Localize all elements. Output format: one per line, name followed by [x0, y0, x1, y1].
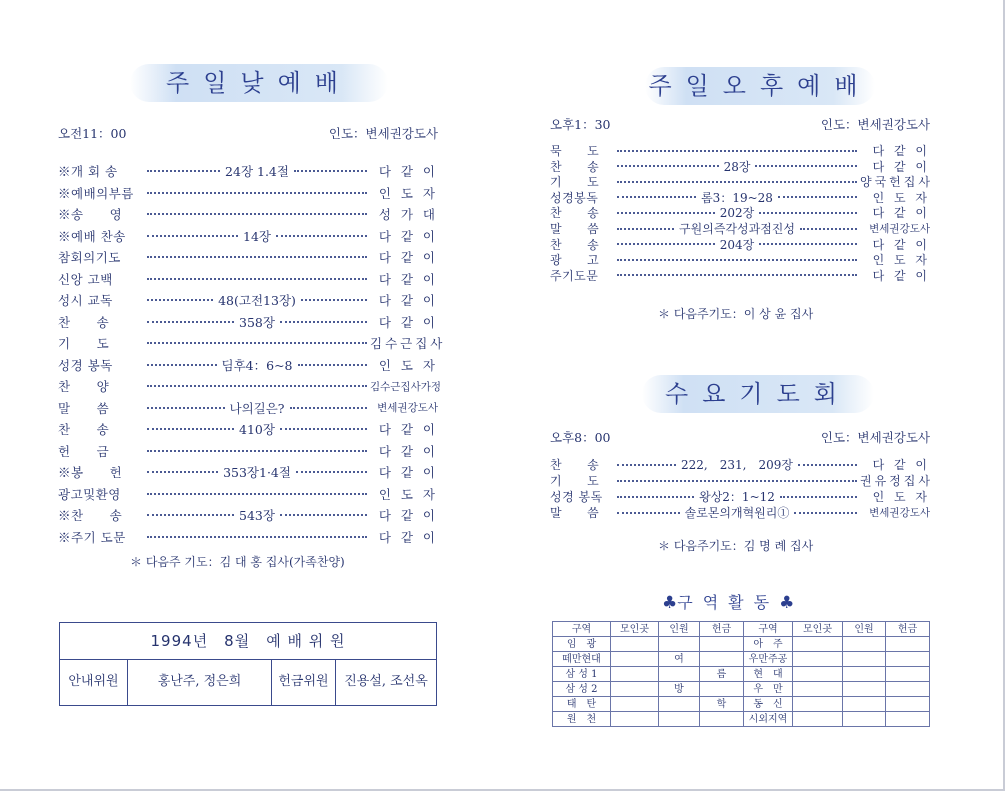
- dot-leader: [296, 471, 367, 473]
- table-cell: [700, 652, 744, 667]
- order-item-person: 다 같 이: [378, 271, 438, 287]
- order-item-person: 다 같 이: [378, 293, 438, 308]
- table-cell: [793, 682, 843, 697]
- order-row: [58, 441, 438, 461]
- order-leader-dots: [144, 463, 370, 481]
- order-item-person: 다 같 이: [378, 228, 438, 244]
- dot-leader: [617, 259, 857, 261]
- order-item-name: 묵 도: [550, 144, 600, 158]
- order-item-detail: 48(고전13장): [218, 293, 296, 308]
- order-item-name: 성경 봉독: [550, 490, 603, 504]
- order-item-detail: 구원의즉각성과점진성: [679, 222, 795, 236]
- table-cell: [886, 637, 930, 652]
- order-row: [550, 205, 930, 220]
- table-cell: 름: [700, 667, 744, 682]
- afternoon-leader: 인도：변세권강도사: [820, 117, 930, 132]
- dot-leader: [798, 464, 857, 466]
- dot-leader: [147, 256, 367, 258]
- table-row: [553, 637, 930, 652]
- offering-label: 헌금위원: [272, 659, 336, 705]
- order-leader-dots: [144, 227, 370, 245]
- dot-leader: [147, 364, 217, 366]
- table-cell: [659, 697, 700, 712]
- order-leader-dots: [144, 385, 370, 387]
- offering-names: 진용설, 조선옥: [344, 674, 428, 689]
- dot-leader: [617, 228, 674, 230]
- order-row: [58, 290, 438, 310]
- order-leader-dots: [144, 256, 370, 258]
- dot-leader: [755, 165, 857, 167]
- order-leader-dots: [144, 342, 370, 344]
- order-leader-dots: [614, 236, 860, 253]
- table-header-cell: 구역: [744, 622, 793, 637]
- dot-leader: [147, 407, 225, 409]
- dot-leader: [617, 496, 694, 498]
- order-item-name: 찬 송: [58, 422, 110, 437]
- table-cell: [611, 637, 659, 652]
- table-cell: [843, 697, 886, 712]
- dot-leader: [800, 228, 857, 230]
- afternoon-note: ＊ 다음주기도：이 상 윤 집사: [658, 307, 814, 321]
- order-row: [550, 505, 930, 520]
- table-cell: 시외지역: [744, 712, 793, 727]
- dot-leader: [617, 512, 680, 514]
- table-cell: [886, 697, 930, 712]
- order-item-person: 인 도 자: [872, 490, 930, 504]
- afternoon-time: 오후1：30: [550, 117, 611, 132]
- table-cell: [843, 652, 886, 667]
- dot-leader: [617, 165, 719, 167]
- table-cell: [886, 667, 930, 682]
- order-row: [58, 226, 438, 246]
- order-item-name: 광 고: [550, 253, 600, 268]
- order-item-name: 신앙 고백: [58, 271, 113, 287]
- dot-leader: [147, 385, 367, 387]
- dot-leader: [280, 514, 367, 516]
- table-cell: [886, 712, 930, 727]
- order-item-person: 변세권강도사: [377, 402, 438, 414]
- order-item-name: ※찬 송: [58, 508, 123, 523]
- order-item-name: ※송 영: [58, 207, 123, 222]
- club-icon: ♣: [662, 593, 678, 613]
- order-item-person: 인 도 자: [378, 357, 438, 373]
- order-item-detail: 204장: [719, 237, 755, 252]
- order-row: [550, 489, 930, 504]
- dot-leader: [759, 243, 857, 245]
- table-cell: [843, 712, 886, 727]
- table-cell: [611, 697, 659, 712]
- order-item-name: 헌 금: [58, 443, 110, 459]
- dot-leader: [617, 464, 676, 466]
- order-item-person: 성 가 대: [378, 207, 438, 222]
- table-cell: [843, 682, 886, 697]
- table-cell: 삼 성 2: [553, 682, 611, 697]
- order-leader-dots: [144, 356, 370, 374]
- order-item-name: 기 도: [58, 336, 110, 351]
- dot-leader: [290, 407, 368, 409]
- order-row: [58, 462, 438, 482]
- dot-leader: [794, 512, 857, 514]
- order-row: [58, 419, 438, 439]
- order-item-person: 인 도 자: [378, 185, 438, 201]
- order-item-detail: 딤후4：6~8: [221, 357, 293, 373]
- order-item-detail: 202장: [719, 206, 755, 221]
- order-item-person: 다 같 이: [872, 144, 930, 158]
- dot-leader: [147, 514, 234, 516]
- district-activity-table: [552, 621, 930, 727]
- table-cell: [611, 652, 659, 667]
- order-item-name: 성경봉독: [550, 190, 599, 205]
- order-item-detail: 왕상2：1~12: [699, 490, 775, 504]
- order-leader-dots: [614, 158, 860, 175]
- order-row: [550, 237, 930, 252]
- table-cell: [793, 667, 843, 682]
- dot-leader: [298, 364, 368, 366]
- table-cell: [659, 667, 700, 682]
- order-row: [58, 484, 438, 504]
- table-row: [553, 652, 930, 667]
- order-item-person: 다 같 이: [378, 164, 438, 179]
- order-row: [550, 159, 930, 174]
- dot-leader: [147, 278, 367, 280]
- order-row: [550, 457, 930, 472]
- order-item-detail: 롬3：19~28: [701, 190, 773, 205]
- order-item-name: ※봉 헌: [58, 465, 123, 480]
- order-leader-dots: [144, 291, 370, 309]
- dot-leader: [778, 196, 857, 198]
- order-item-detail: 353장1·4절: [223, 465, 291, 480]
- order-row: [58, 161, 438, 181]
- morning-service-title: 주일낮예배: [130, 64, 388, 102]
- table-cell: 우 만: [744, 682, 793, 697]
- table-cell: [793, 652, 843, 667]
- dot-leader: [301, 299, 367, 301]
- table-row: [553, 667, 930, 682]
- table-header-cell: 헌금: [886, 622, 930, 637]
- order-item-person: 김수근집사가정: [370, 380, 442, 393]
- order-item-name: 말 씀: [550, 222, 600, 236]
- order-leader-dots: [144, 399, 370, 417]
- order-leader-dots: [144, 162, 370, 180]
- dot-leader: [147, 235, 238, 237]
- table-cell: 현 대: [744, 667, 793, 682]
- order-item-person: 다 같 이: [378, 465, 438, 480]
- table-header-cell: 헌금: [700, 622, 744, 637]
- order-row: [58, 183, 438, 203]
- table-cell: 방: [659, 682, 700, 697]
- order-item-person: 권유정집사: [860, 474, 933, 488]
- order-item-detail: 543장: [239, 508, 275, 523]
- wednesday-leader: 인도：변세권강도사: [820, 430, 930, 445]
- order-leader-dots: [144, 278, 370, 280]
- table-row: [553, 697, 930, 712]
- dot-leader: [617, 181, 857, 183]
- table-cell: [886, 682, 930, 697]
- order-item-person: 김수근집사: [370, 336, 446, 351]
- order-item-person: 인 도 자: [378, 486, 438, 502]
- committee-title: 1994년 8월 예 배 위 원: [60, 623, 436, 660]
- order-item-detail: 358장: [239, 314, 275, 330]
- table-row: [553, 712, 930, 727]
- order-item-name: ※개 회 송: [58, 164, 118, 179]
- dot-leader: [276, 235, 367, 237]
- order-item-person: 다 같 이: [378, 443, 438, 459]
- order-item-name: 광고및환영: [58, 486, 121, 502]
- order-row: [550, 221, 930, 236]
- order-row: [58, 398, 438, 418]
- dot-leader: [147, 213, 367, 215]
- order-row: [550, 473, 933, 488]
- table-cell: [843, 637, 886, 652]
- order-leader-dots: [614, 480, 860, 482]
- table-row: [553, 682, 930, 697]
- dot-leader: [147, 471, 218, 473]
- order-item-name: ※예배의부름: [58, 185, 134, 201]
- table-cell: [659, 637, 700, 652]
- order-leader-dots: [614, 189, 860, 206]
- order-leader-dots: [614, 181, 860, 183]
- table-cell: 떼만현대: [553, 652, 611, 667]
- order-item-person: 다 같 이: [378, 250, 438, 265]
- table-header-row: [553, 622, 930, 637]
- dot-leader: [147, 299, 213, 301]
- order-leader-dots: [614, 456, 860, 473]
- order-row: [550, 143, 930, 158]
- order-leader-dots: [614, 259, 860, 261]
- dot-leader: [617, 243, 715, 245]
- order-leader-dots: [144, 420, 370, 438]
- table-cell: 삼 성 1: [553, 667, 611, 682]
- order-item-person: 다 같 이: [378, 422, 438, 437]
- order-leader-dots: [144, 313, 370, 331]
- wednesday-time: 오후8：00: [550, 430, 611, 445]
- order-leader-dots: [614, 220, 860, 237]
- order-item-name: 찬 송: [58, 314, 110, 330]
- order-item-name: 찬 양: [58, 379, 110, 394]
- dot-leader: [294, 170, 367, 172]
- club-icon: ♣: [779, 593, 795, 613]
- order-row: [58, 333, 446, 353]
- table-cell: [611, 682, 659, 697]
- order-leader-dots: [614, 488, 860, 505]
- order-item-name: 기 도: [550, 474, 600, 488]
- order-row: [58, 527, 438, 547]
- dot-leader: [147, 536, 367, 538]
- order-item-person: 다 같 이: [872, 268, 930, 283]
- order-item-name: 찬 송: [550, 159, 600, 174]
- wednesday-note: ＊ 다음주기도：김 명 례 집사: [658, 539, 814, 553]
- order-row: [58, 247, 438, 267]
- order-item-name: 참회의기도: [58, 250, 121, 265]
- order-item-detail: 솔로몬의개혁원리①: [684, 506, 790, 520]
- order-item-name: 기 도: [550, 175, 600, 190]
- dot-leader: [147, 493, 367, 495]
- table-cell: [793, 712, 843, 727]
- table-cell: [700, 712, 744, 727]
- table-cell: 동 신: [744, 697, 793, 712]
- dot-leader: [617, 196, 696, 198]
- order-item-name: 말 씀: [58, 400, 110, 416]
- dot-leader: [147, 450, 367, 452]
- order-leader-dots: [144, 450, 370, 452]
- order-row: [58, 376, 442, 396]
- order-leader-dots: [614, 204, 860, 221]
- table-header-cell: 모인곳: [611, 622, 659, 637]
- order-leader-dots: [614, 504, 860, 521]
- order-item-person: 다 같 이: [378, 314, 438, 330]
- afternoon-service-title: 주일오후예배: [645, 67, 875, 105]
- order-item-detail: 410장: [239, 422, 275, 437]
- dot-leader: [147, 170, 220, 172]
- dot-leader: [280, 321, 367, 323]
- order-leader-dots: [614, 150, 860, 152]
- order-row: [58, 505, 438, 525]
- order-item-detail: 28장: [723, 159, 751, 174]
- order-item-name: 말 씀: [550, 506, 600, 520]
- order-leader-dots: [144, 536, 370, 538]
- table-cell: 우만주공: [744, 652, 793, 667]
- order-item-person: 다 같 이: [872, 237, 930, 252]
- order-item-name: ※예배 찬송: [58, 228, 126, 244]
- table-cell: [611, 667, 659, 682]
- order-item-person: 다 같 이: [872, 458, 930, 472]
- dot-leader: [147, 321, 234, 323]
- dot-leader: [280, 428, 367, 430]
- order-row: [58, 204, 438, 224]
- dot-leader: [617, 212, 715, 214]
- order-item-name: 성경 봉독: [58, 357, 113, 373]
- order-row: [58, 355, 438, 375]
- district-title-text: 구역활동: [677, 593, 780, 612]
- table-cell: [700, 682, 744, 697]
- dot-leader: [759, 212, 857, 214]
- order-leader-dots: [144, 506, 370, 524]
- table-cell: [611, 712, 659, 727]
- morning-leader: 인도：변세권강도사: [328, 126, 438, 141]
- dot-leader: [147, 192, 367, 194]
- order-item-person: 변세권강도사: [869, 507, 930, 519]
- dot-leader: [780, 496, 857, 498]
- morning-time: 오전11：00: [58, 126, 127, 141]
- order-leader-dots: [144, 192, 370, 194]
- dot-leader: [147, 342, 367, 344]
- order-item-name: 찬 송: [550, 458, 600, 472]
- order-item-name: ※주기 도문: [58, 529, 126, 545]
- table-cell: [659, 712, 700, 727]
- order-item-person: 인 도 자: [872, 190, 930, 205]
- order-item-name: 성시 교독: [58, 293, 113, 308]
- order-item-person: 인 도 자: [872, 253, 930, 268]
- table-cell: 학: [700, 697, 744, 712]
- order-row: [58, 312, 438, 332]
- order-item-detail: 14장: [243, 228, 271, 244]
- table-header-cell: 인원: [843, 622, 886, 637]
- table-cell: [886, 652, 930, 667]
- order-row: [550, 190, 930, 205]
- worship-committee-box: [59, 622, 437, 706]
- order-item-name: 찬 송: [550, 206, 600, 221]
- table-cell: [793, 697, 843, 712]
- table-header-cell: 구역: [553, 622, 611, 637]
- order-leader-dots: [614, 274, 860, 276]
- order-row: [550, 268, 930, 283]
- order-item-person: 다 같 이: [872, 159, 930, 174]
- table-header-cell: 모인곳: [793, 622, 843, 637]
- table-header-cell: 인원: [659, 622, 700, 637]
- order-item-person: 변세권강도사: [869, 223, 930, 235]
- table-cell: 태 탄: [553, 697, 611, 712]
- order-item-detail: 222, 231, 209장: [681, 458, 793, 472]
- dot-leader: [617, 480, 857, 482]
- dot-leader: [147, 428, 234, 430]
- order-item-name: 찬 송: [550, 237, 600, 252]
- usher-label: 안내위원: [60, 659, 128, 705]
- district-activity-title: [662, 590, 794, 613]
- dot-leader: [617, 150, 857, 152]
- order-item-person: 다 같 이: [872, 206, 930, 221]
- table-cell: 원 천: [553, 712, 611, 727]
- table-cell: 아 주: [744, 637, 793, 652]
- table-cell: [793, 637, 843, 652]
- morning-note: ＊ 다음주 기도：김 대 홍 집사(가족찬양): [130, 555, 345, 569]
- dot-leader: [617, 274, 857, 276]
- order-item-detail: 24장 1.4절: [225, 164, 289, 179]
- order-leader-dots: [144, 213, 370, 215]
- order-item-person: 양국헌집사: [860, 175, 933, 190]
- table-cell: [843, 667, 886, 682]
- table-cell: 여: [659, 652, 700, 667]
- order-row: [550, 174, 933, 190]
- order-row: [550, 252, 930, 267]
- usher-names: 홍난주, 정은희: [128, 659, 272, 705]
- order-row: [58, 269, 438, 289]
- order-leader-dots: [144, 493, 370, 495]
- table-cell: [700, 637, 744, 652]
- wednesday-service-title: 수요기도회: [642, 375, 874, 413]
- order-item-person: 다 같 이: [378, 508, 438, 523]
- order-item-name: 주기도문: [550, 268, 599, 283]
- order-item-person: 다 같 이: [378, 529, 438, 545]
- table-cell: 임 광: [553, 637, 611, 652]
- order-item-detail: 나의길은?: [229, 400, 285, 416]
